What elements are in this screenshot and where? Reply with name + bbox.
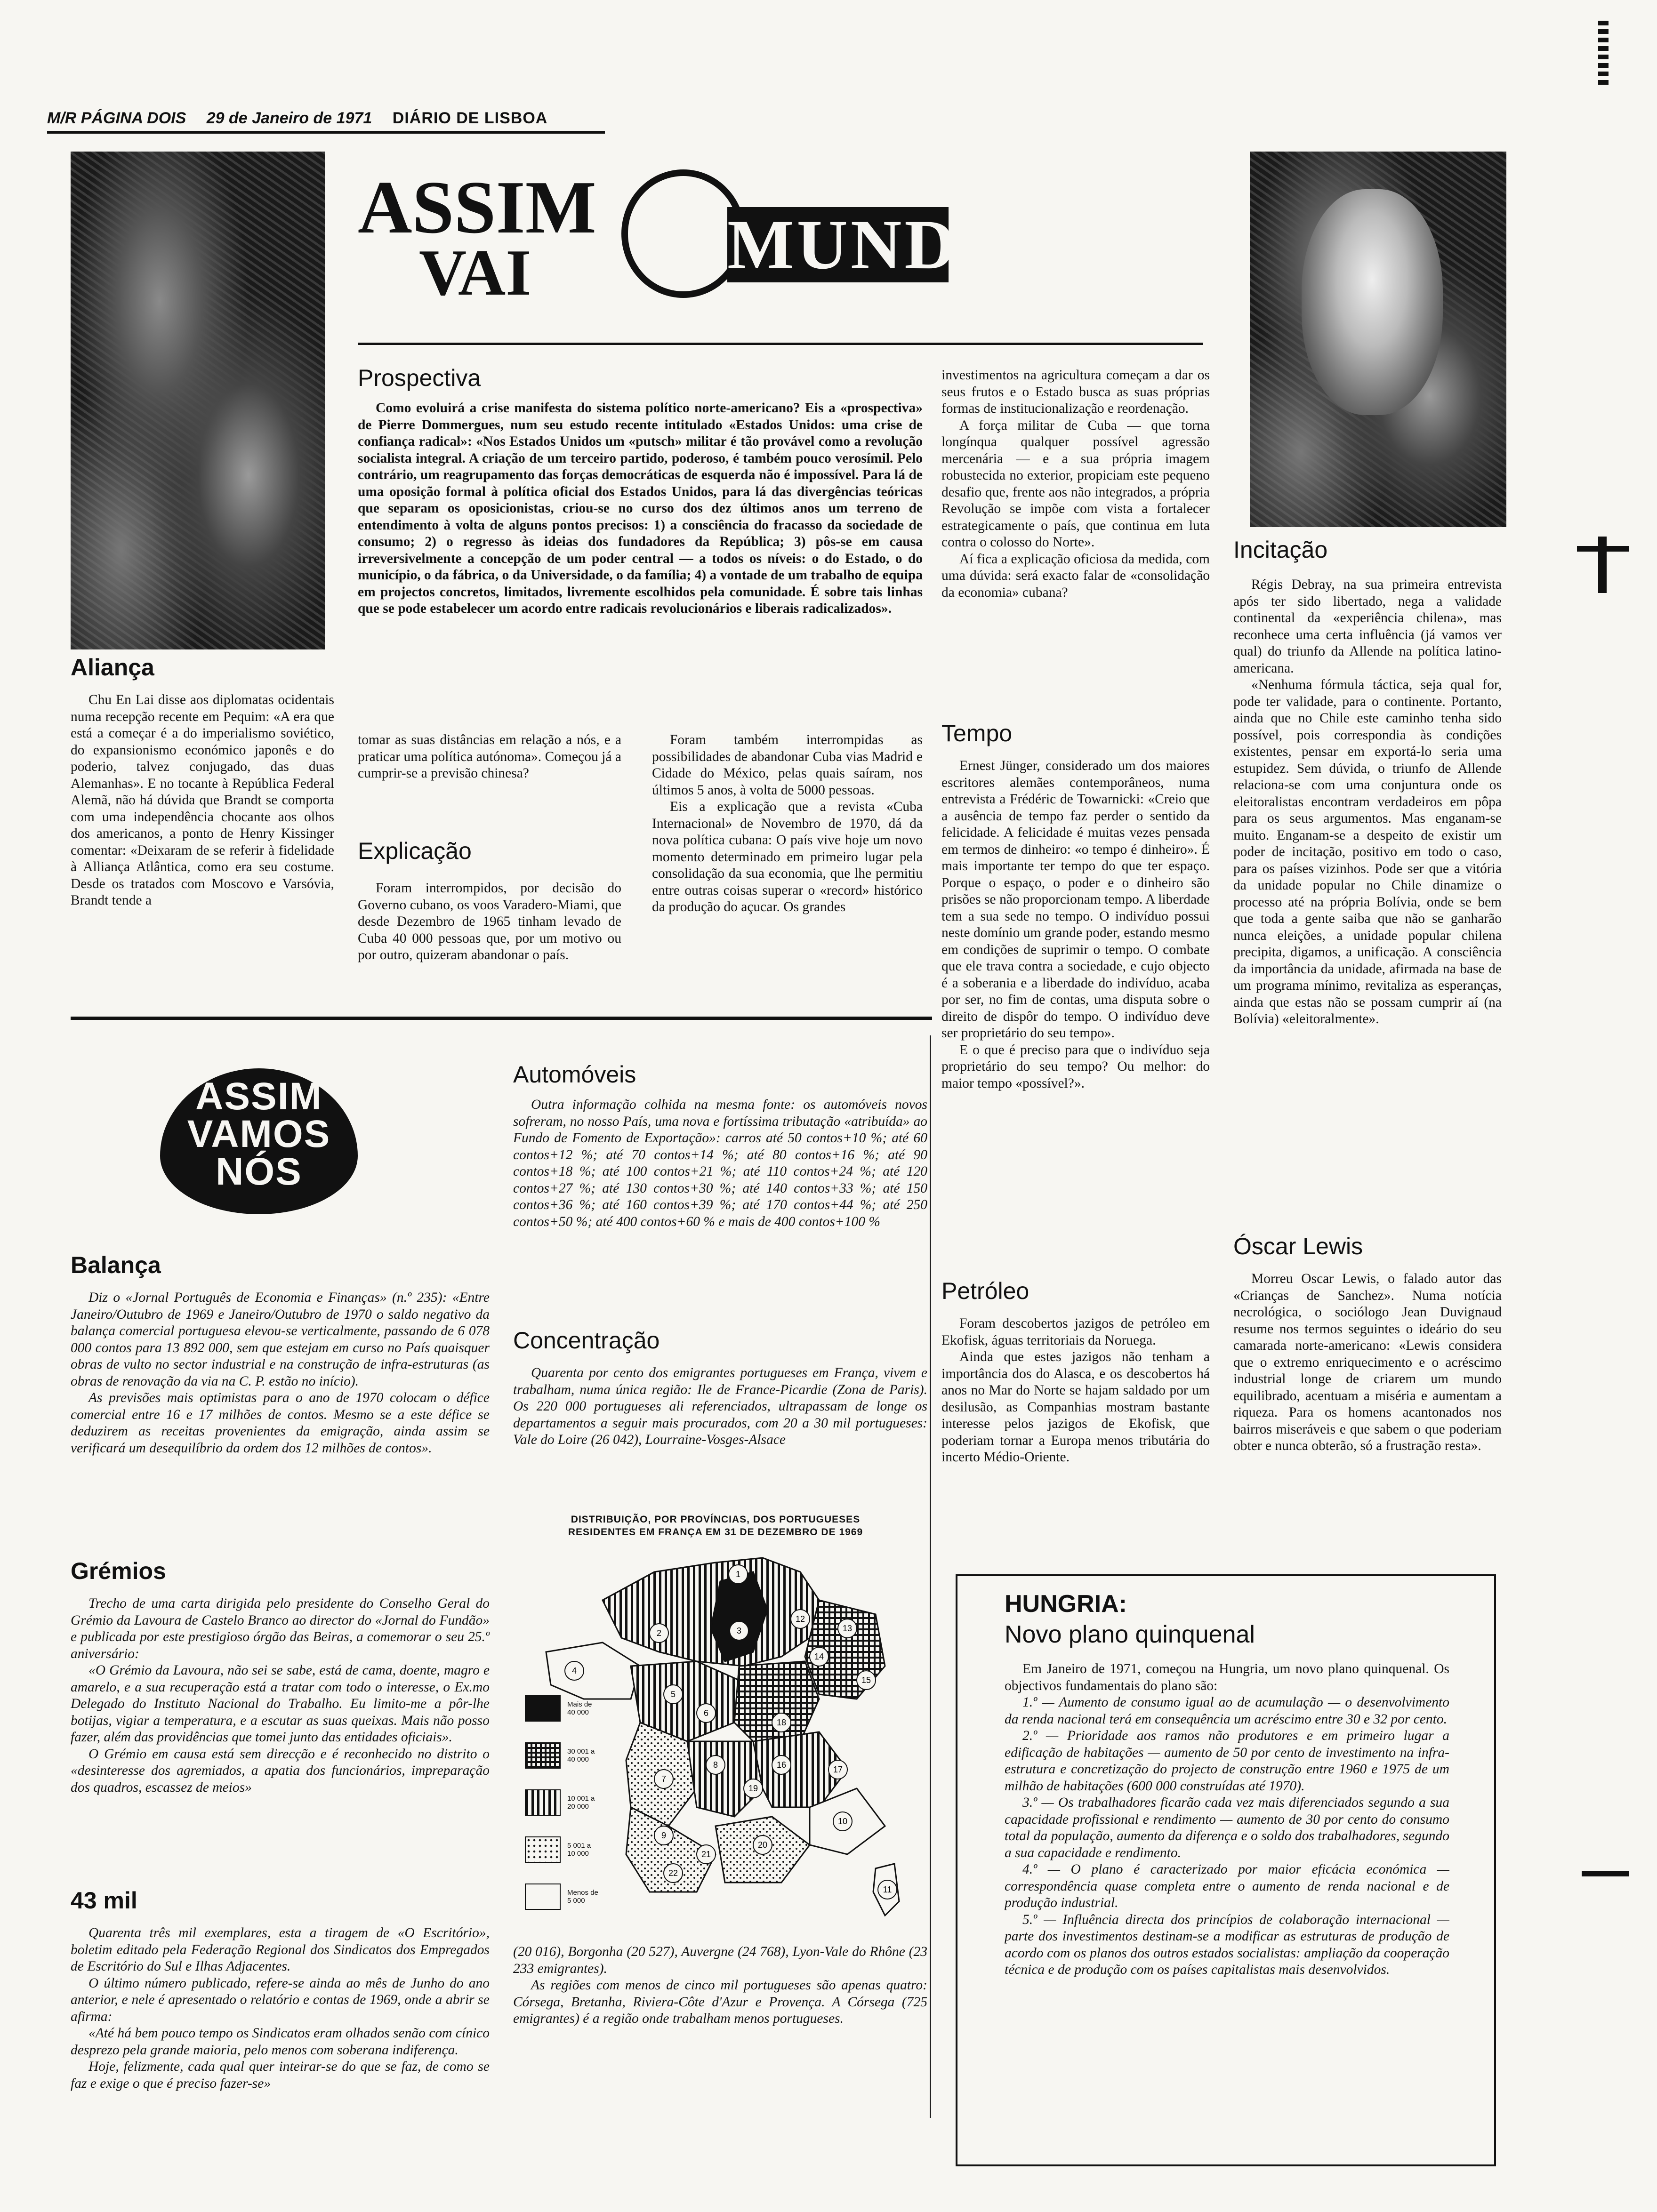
heading-prospectiva: Prospectiva (358, 365, 481, 391)
map-label-1: 1 (735, 1570, 741, 1579)
photo-left (71, 152, 325, 649)
map-label-15: 15 (861, 1675, 871, 1685)
explicacao-text-4: investimentos na agricultura começam a dar os seus frutos e o Estado busca as suas próprias formas de institucionalização e reordenação. (941, 368, 1210, 416)
map-label-17: 17 (833, 1765, 843, 1774)
map-label-8: 8 (713, 1760, 718, 1770)
hungria-text-3: 2.º — Prioridade aos ramos não produtores e em primeiro lugar a edificação de habitações — aumento de 50 por cento de investimento na infra-estrutura e concretização do projecto de construção entre 1960 e 1975 de um milhão de habitações (600 000 construídas até 1970). (1005, 1728, 1449, 1794)
oscar-text-1: Morreu Oscar Lewis, o falado autor das «Crianças de Sanchez». Numa notícia necrológica, o sociólogo Jean Duvignaud resume nos termos seguintes o ideário do seu camarada norte-americano: «Lewis considera que o extremo enriquecimento e o acréscimo industrial longe de criarem um mundo equilibrado, acentuam a miséria e aumentam a riqueza. Para os homens acantonados nos bairros miseráveis e que sabem o que poderiam obter e nunca obterão, só a frustração resta». (1233, 1271, 1502, 1453)
legend-item-3 (525, 1779, 619, 1826)
box-hungria (956, 1574, 1496, 2166)
article-balanca (71, 1290, 490, 1553)
article-oscar-lewis (1233, 1271, 1502, 1563)
map-caption (523, 1513, 909, 1539)
map-label-3: 3 (736, 1626, 742, 1635)
explicacao-text-5: A força militar de Cuba — que torna longínqua qualquer possível agressão mercenária — e a sua própria imagem robustecida no exterior, propiciam este pequeno desafio que, frente aos não integrados, a própria Revolução se impõe com vista a fortalecer estrategicamente o país, que continua em luta contra o colosso do Norte». (941, 417, 1210, 550)
map-label-5: 5 (670, 1690, 676, 1699)
map-label-20: 20 (757, 1840, 768, 1850)
heading-43-mil: 43 mil (71, 1887, 137, 1914)
legend-item-4 (525, 1826, 619, 1873)
legend-swatch-white (525, 1883, 561, 1910)
logo-word-assim: ASSIM (358, 165, 596, 249)
article-petroleo (941, 1315, 1210, 1570)
article-automoveis (513, 1097, 927, 1332)
article-alianca-col2 (358, 732, 621, 826)
heading-explicacao: Explicação (358, 838, 472, 864)
concentracao-text-1: Quarenta por cento dos emigrantes portugueses em França, vivem e trabalham, numa única região: Ile de France-Picardie (Zona de Paris). Os 220 000 portugueses ali referenciados, ultrapassam de longe os departamentos a seguir mais procurados, com 20 a 30 mil portugueses: Vale do Loire (26 042), Lourraine-Vosges-Alsace (513, 1365, 927, 1447)
hungria-text-5: 4.º — O plano é caracterizado por maior eficácia económica — correspondência quase completa entre o aumento de renda nacional e de produção industrial. (1005, 1862, 1449, 1910)
heading-incitacao: Incitação (1233, 537, 1328, 563)
map-caption-line1: DISTRIBUIÇÃO, POR PROVÍNCIAS, DOS PORTUGUESES (571, 1514, 861, 1525)
map-label-21: 21 (701, 1850, 711, 1859)
tempo-text-2: E o que é preciso para que o indivíduo seja proprietário do seu tempo? Ou melhor: do maior tempo «possível?». (941, 1042, 1210, 1091)
legend-1-line2: 40 000 (567, 1708, 589, 1716)
legend-swatch-stripes (525, 1789, 561, 1816)
map-label-10: 10 (837, 1817, 848, 1826)
map-label-11: 11 (883, 1885, 892, 1894)
logo-assim-vamos-nos (160, 1068, 358, 1214)
article-explicacao-col3 (941, 367, 1210, 687)
legend-5-line1: Menos de (567, 1889, 598, 1897)
legend-3-line2: 20 000 (567, 1803, 589, 1811)
hungria-text-2: 1.º — Aumento de consumo igual ao de acumulação — o desenvolvimento da renda nacional terá em consequência um acréscimo entre 30 e 32 por cento. (1005, 1695, 1449, 1727)
map-caption-line2: RESIDENTES EM FRANÇA EM 31 DE DEZEMBRO DE 1969 (568, 1527, 863, 1538)
tempo-text-1: Ernest Jünger, considerado um dos maiores escritores alemães contemporâneos, numa entrevista a Frédéric de Towarnicki: «Creio que a ausência de tempo faz perder o sentido da felicidade. A felicidade é muitas vezes pensada em termos de dinheiro: «o tempo é dinheiro». É mais importante ter tempo do que ter espaço. Porque o espaço, o poder e o dinheiro são prisões se não proporcionam tempo. A liberdade tem a sua sede no tempo. O indivíduo possui neste domínio um grande poder, estando mesmo em condições de suprimir o tempo. O combate que ele trava contra a sociedade, e cujo objecto é a soberania e a liberdade do indivíduo, acaba por ser, no fim de contas, uma disputa sobre o direito de dispôr do tempo. O indivíduo deve ser proprietário do seu tempo». (941, 758, 1210, 1041)
article-prospectiva (358, 400, 923, 701)
map-label-14: 14 (814, 1652, 824, 1661)
article-tempo (941, 758, 1210, 1261)
logo-o-circle (621, 169, 745, 298)
legend-2-line2: 40 000 (567, 1755, 589, 1763)
article-gremios (71, 1595, 490, 1883)
gremios-text-3: O Grémio em causa está sem direcção e é reconhecido no distrito o «desinteresse dos agremiados, a apatia dos funcionários, impreparação dos quadros, escassez de meios» (71, 1746, 490, 1795)
masthead-rule (47, 131, 605, 134)
heading-oscar-lewis: Óscar Lewis (1233, 1233, 1363, 1259)
heading-balanca: Balança (71, 1252, 161, 1278)
subheading-hungria: Novo plano quinquenal (1005, 1621, 1255, 1648)
legend-swatch-grid (525, 1742, 561, 1769)
map-label-6: 6 (703, 1708, 709, 1718)
masthead-paper: DIÁRIO DE LISBOA (392, 109, 548, 127)
logo-nos-line2: VAMOS (187, 1113, 331, 1155)
petroleo-text-2: Ainda que estes jazigos não tenham a importância dos do Alasca, e os descobertos há anos no Mar do Norte se hajam saldado por um desilusão, as Companhias mostram bastante interesse pelos jazigos de Ekofisk, que poderiam tornar a Europa menos tributária do incerto Médio-Oriente. (941, 1349, 1210, 1465)
article-concentracao (513, 1365, 927, 1501)
incitacao-text-2: «Nenhuma fórmula táctica, seja qual for, pode ter validade, para o continente. Portanto, ainda que no Chile este caminho tenha sido possível, pois correspondia às condições existentes, pensar em exportá-lo seria uma estupidez. Sem dúvida, o triunfo de Allende relaciona-se com uma conjuntura onde os eleitoralistas encontram verdadeiros em pôpa para os seus argumentos. Mas enganam-se muito. Enganam-se a despeito de existir um poder de incitação, positivo em todo o caso, para os países vizinhos. Pode ser que a vitória da unidade popular no Chile dinamize o processo até na própria Bolívia, onde se bem que toda a gente saiba que não se ganharão nunca eleições, a unidade popular chilena precipita, digamos, a unificação. A consciência da importância da unidade, afirmada na base de um programa mínimo, revitaliza as esperanças, ainda que estas não se possam cumprir aí (na Bolívia) «eleitoralmente». (1233, 677, 1502, 1026)
heading-alianca: Aliança (71, 654, 154, 681)
heading-gremios: Grémios (71, 1558, 166, 1584)
mil43-text-4: Hoje, felizmente, cada qual quer inteirar-se do que se faz, de como se faz e exige o que é preciso fazer-se» (71, 2059, 490, 2091)
map-label-13: 13 (842, 1624, 853, 1633)
legend-5-line2: 5 000 (567, 1897, 585, 1905)
edge-mark-mid-v (1598, 537, 1607, 593)
logo-assim-vai-o-mundo (358, 151, 1205, 309)
logo-nos-line3: NÓS (216, 1150, 302, 1193)
balanca-text-1: Diz o «Jornal Português de Economia e Finanças» (n.º 235): «Entre Janeiro/Outubro de 1969 e Janeiro/Outubro de 1970 o saldo negativo da balança comercial portuguesa elevou-se verticalmente, passando de 6 078 000 contos para 13 892 000, sem que estejam em curso no País quaisquer obras de vulto no sector industrial e na construção de infra-estruturas (as obras de renovação da via na C. P. estão no início). (71, 1290, 490, 1389)
alianca-text-1: Chu En Lai disse aos diplomatas ocidentais numa recepção recente em Pequim: «A era que está a começar é a do imperialismo soviético, do expansionismo económico japonês e do poderio, talvez conjugado, das duas Alemanhas». E no tocante à República Federal Alemã, não há dúvida que Brandt se comporta com uma independência chocante aos olhos dos americanos, a ponto de Henry Kissinger comentar: «Deixaram de se referir à fidelidade à Alliança Atlântica, como era seu costume. Desde os tratados com Moscovo e Varsóvia, Brandt tende a (71, 692, 334, 908)
legend-4-line2: 10 000 (567, 1850, 589, 1858)
map-label-7: 7 (661, 1774, 667, 1784)
photo-right (1250, 152, 1506, 527)
article-alianca-col1 (71, 692, 334, 998)
masthead-section: M/R PÁGINA DOIS (47, 109, 186, 127)
explicacao-text-2: Foram também interrompidas as possibilidades de abandonar Cuba vias Madrid e Cidade do México, pelas quais saíram, nos últimos 5 anos, à volta de 5000 pessoas. (652, 732, 923, 798)
logo-word-mundo: MUNDO (727, 206, 1016, 284)
legend-3-line1: 10 001 a (567, 1795, 595, 1803)
map-label-9: 9 (661, 1831, 667, 1840)
heading-hungria: HUNGRIA: (1005, 1590, 1127, 1618)
alianca-text-2: tomar as suas distâncias em relação a nós, e a praticar uma política autónoma». Começou já a cumprir-se a previsão chinesa? (358, 732, 621, 781)
legend-item-5 (525, 1873, 619, 1920)
gremios-text-1: Trecho de uma carta dirigida pelo presidente do Conselho Geral do Grémio da Lavoura de Castelo Branco ao director do «Jornal do Fundão» e publicada por este prestigioso órgão das Beiras, a comemorar o seu 25.º aniversário: (71, 1596, 490, 1661)
article-hungria (1005, 1661, 1449, 2155)
legend-swatch-black (525, 1695, 561, 1722)
mil43-text-2: O último número publicado, refere-se ainda ao mês de Junho do ano anterior, e nele é apresentado o relatório e contas de 1969, onde a abrir se afirma: (71, 1975, 490, 2024)
explicacao-text-3: Eis a explicação que a revista «Cuba Internacional» de Novembro de 1970, dá da nova política cubana: O país vive hoje um novo momento determinado em primeiro lugar pela consolidação da sua economia, que lhe permitiu entre outras coisas superar o «record» histórico da produção do açucar. Os grandes (652, 799, 923, 914)
hungria-text-1: Em Janeiro de 1971, começou na Hungria, um novo plano quinquenal. Os objectivos fundamentais do plano são: (1005, 1661, 1449, 1693)
edge-mark-top (1598, 19, 1609, 85)
edge-mark-low (1582, 1871, 1629, 1876)
petroleo-text-1: Foram descobertos jazigos de petróleo em Ekofisk, águas territoriais da Noruega. (941, 1316, 1210, 1348)
heading-concentracao: Concentração (513, 1327, 660, 1354)
map-label-2: 2 (656, 1628, 662, 1638)
mil43-text-1: Quarenta três mil exemplares, esta a tiragem de «O Escritório», boletim editado pela Federação Regional dos Sindicatos dos Empregados de Escritório do Sul e Ilhas Adjacentes. (71, 1925, 490, 1974)
heading-automoveis: Automóveis (513, 1061, 636, 1088)
map-label-16: 16 (776, 1760, 787, 1770)
hungria-text-4: 3.º — Os trabalhadores ficarão cada vez mais diferenciados segundo a sua capacidade profissional e rendimento — aumento de 30 por cento do consumo total da população, aumento da diferença e o soldo dos trabalhadores, segundo a sua capacidade e rendimento. (1005, 1795, 1449, 1860)
masthead-date: 29 de Janeiro de 1971 (206, 109, 372, 127)
article-concentracao-cont (513, 1944, 927, 2099)
legend-swatch-dots (525, 1836, 561, 1863)
map-legend (525, 1685, 619, 1920)
gremios-text-2: «O Grémio da Lavoura, não sei se sabe, está de cama, doente, magro e amarelo, e a sua recuperação está a tratar com todo o interesse, o Ex.mo Delegado do Instituto Nacional do Trabalho. Eu limito-me a pôr-lhe botijas, vigiar a temperatura, e a escutar as suas queixas. Mais não posso fazer, além das providências que tomei junto das entidades oficiais». (71, 1663, 490, 1745)
incitacao-text-1: Régis Debray, na sua primeira entrevista após ter sido libertado, nega a validade continental da «experiência chilena», mas reconhece uma certa influência (já vamos ver qual) do triunfo da Allende na política latino-americana. (1233, 577, 1502, 676)
article-43-mil (71, 1925, 490, 2146)
map-label-12: 12 (795, 1614, 805, 1624)
legend-1-line1: Mais de (567, 1700, 592, 1708)
section-divider (71, 1017, 932, 1020)
masthead (47, 109, 603, 128)
legend-2-line1: 30 001 a (567, 1747, 595, 1755)
legend-4-line1: 5 001 a (567, 1842, 591, 1850)
logo-underline (358, 343, 1203, 345)
automoveis-text: Outra informação colhida na mesma fonte: os automóveis novos sofreram, no nosso País, uma nova e fortíssima tributação «atribuída» ao Fundo de Fomento de Exportação»: carros até 50 contos+10 %; até 60 contos+12 %; até 70 contos+14 %; até 80 contos+16 %; até 90 contos+18 %; até 100 contos+21 %; até 110 contos+24 %; até 120 contos+27 %; até 130 contos+30 %; até 140 contos+33 %; até 150 contos+36 %; até 160 contos+39 %; até 170 contos+44 %; até 250 contos+50 %; até 400 contos+60 % e mais de 400 contos+100 % (513, 1097, 927, 1229)
concentracao-text-3: As regiões com menos de cinco mil portugueses são apenas quatro: Córsega, Bretanha, Riviera-Côte d'Azur e Provença. A Córsega (725 emigrantes) é a região onde trabalham menos portugueses. (513, 1978, 927, 2026)
heading-tempo: Tempo (941, 720, 1013, 746)
article-incitacao (1233, 577, 1502, 1221)
map-label-4: 4 (571, 1666, 577, 1675)
mil43-text-3: «Até há bem pouco tempo os Sindicatos eram olhados senão com cínico desprezo pela grande maioria, pelo menos com soberana indiferença. (71, 2026, 490, 2058)
heading-petroleo: Petróleo (941, 1278, 1030, 1304)
article-explicacao-col2 (652, 732, 923, 998)
map-label-19: 19 (748, 1784, 758, 1793)
concentracao-text-2: (20 016), Borgonha (20 527), Auvergne (24 768), Lyon-Vale do Rhône (23 233 emigrantes). (513, 1944, 927, 1976)
column-rule-center (930, 1035, 931, 2118)
explicacao-text-1: Foram interrompidos, por decisão do Governo cubano, os voos Varadero-Miami, que desde Dezembro de 1965 tinham levado de Cuba 40 000 pessoas que, por um motivo ou por outro, quizeram abandonar o país. (358, 881, 621, 962)
hungria-text-6: 5.º — Influência directa dos princípios de colaboração internacional — parte dos investimentos destinam-se a modificar as estruturas de produção de acordo com os planos dos outros estados socialistas: ampliação da cooperação técnica e de produção com os países capitalistas mais desenvolvidos. (1005, 1912, 1449, 1977)
balanca-text-2: As previsões mais optimistas para o ano de 1970 colocam o défice comercial entre 16 e 17 milhões de contos. Mesmo se a este défice se deduzirem as receitas provenientes da emigração, ainda assim se verificará um desequilíbrio da ordem dos 12 milhões de contos». (71, 1390, 490, 1456)
legend-item-1 (525, 1685, 619, 1732)
map-label-18: 18 (776, 1718, 787, 1727)
map-label-22: 22 (668, 1868, 678, 1878)
article-explicacao-col1 (358, 880, 621, 998)
prospectiva-text: Como evoluirá a crise manifesta do sistema político norte-americano? Eis a «prospectiva» de Pierre Dommergues, num seu estudo recente intitulado «Estados Unidos: uma crise de confiança radical»: «Nos Estados Unidos um «putsch» militar é tão provável como a revolução socialista integral. A criação de um terceiro partido, poderoso, é também pouco verosímil. Pelo contrário, um reagrupamento das forças democráticas de esquerda não é impossível. Para lá de uma oposição formal à política oficial dos Estados Unidos, para lá das divergências teóricas que separam os oposicionistas, criou-se no curso dos dez últimos anos um terreno de entendimento à volta de alguns pontos precisos: 1) a consciência do fracasso da sociedade de consumo; 2) o regresso às ideias dos fundadores da República; 3) pôs-se em causa irreversivelmente a concepção de um poder central — a todos os níveis: o do Estado, o do município, o da fábrica, o da Universidade, o da família; 4) a vontade de um trabalho de equipa em projectos concretos, limitados, livremente escolhidos pela comunidade. É sobre tais linhas que se pode estabelecer um acordo entre radicais revolucionários e liberais radicalizados». (358, 401, 923, 616)
logo-nos-line1: ASSIM (195, 1075, 322, 1118)
legend-item-2 (525, 1732, 619, 1779)
map-region-north (603, 1558, 819, 1666)
explicacao-text-6: Aí fica a explicação oficiosa da medida, com uma dúvida: será exacto falar de «consolidação da economia» cubana? (941, 551, 1210, 600)
logo-word-vai: VAI (419, 236, 531, 309)
